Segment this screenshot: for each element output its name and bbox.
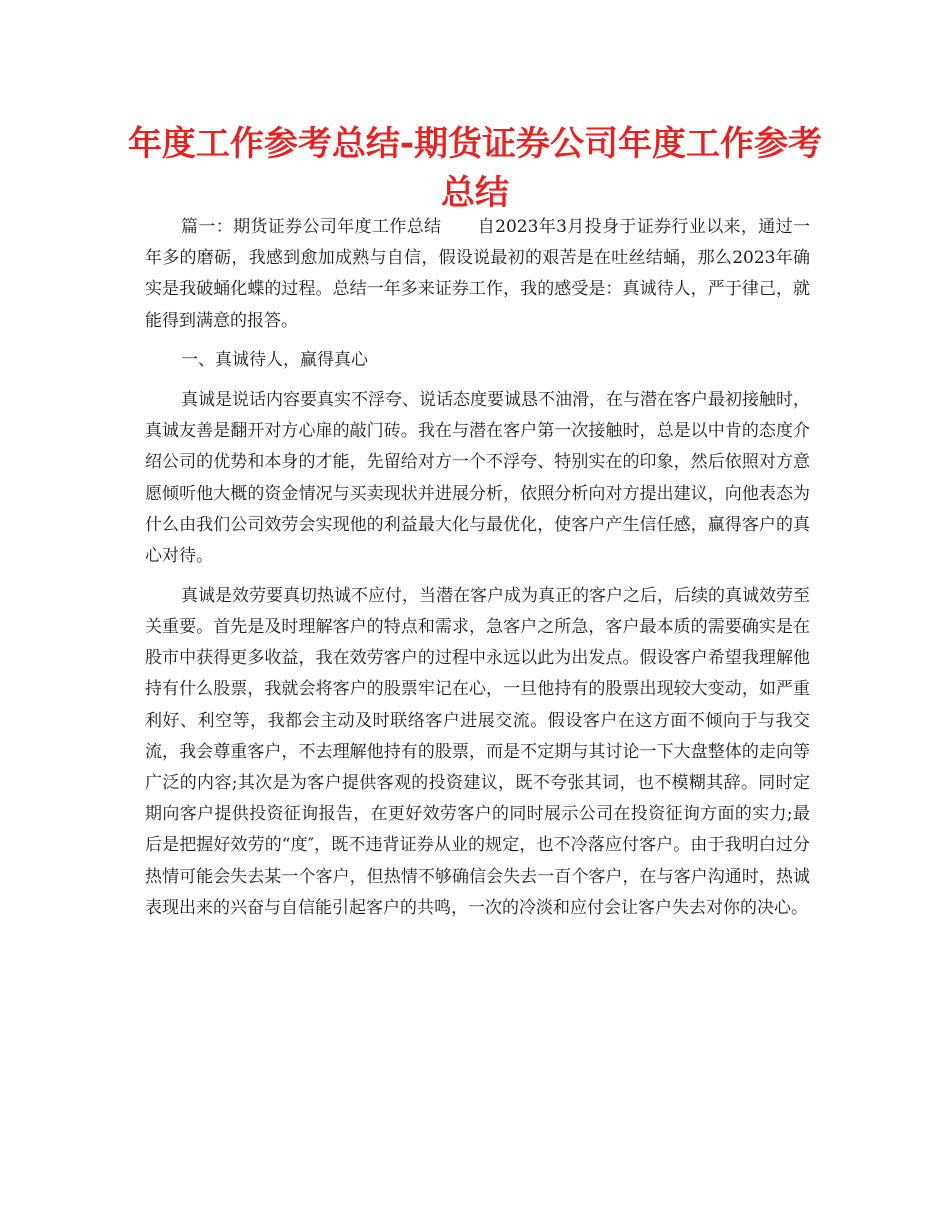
paragraph: 真诚是说话内容要真实不浮夸、说话态度要诚恳不油滑，在与潜在客户最初接触时，真诚友善是翻开对方心扉的敲门砖。我在与潜在客户第一次接触时，总是以中肯的态度介绍公司的优势和本身的才能，先留给对方一个不浮夸、特别实在的印象，然后依照对方意愿倾听他大概的资金情况与买卖现状并进展分析，依照分析向对方提出建议，向他表态为什么由我们公司效劳会实现他的利益最大化与最优化，使客户产生信任感，赢得客户的真心对待。 [145, 390, 810, 567]
paragraph-intro [145, 212, 810, 337]
paragraph-text: 自2023年3月投身于证券行业以来，通过一年多的磨砺，我感到愈加成熟与自信，假设说最初的艰苦是在吐丝结蛹，那么2023年确实是我破蛹化蝶的过程。总结一年多来证券工作，我的感受是：真诚待人，严于律己，就能得到满意的报答。 [145, 217, 810, 331]
paragraph: 真诚是效劳要真切热诚不应付，当潜在客户成为真正的客户之后，后续的真诚效劳至关重要。首先是及时理解客户的特点和需求，急客户之所急，客户最本质的需要确实是在股市中获得更多收益，我在效劳客户的过程中永远以此为出发点。假设客户希望我理解他持有什么股票，我就会将客户的股票牢记在心，一旦他持有的股票出现较大变动，如严重利好、利空等，我都会主动及时联络客户进展交流。假设客户在这方面不倾向于与我交流，我会尊重客户，不去理解他持有的股票，而是不定期与其讨论一下大盘整体的走向等广泛的内容;其次是为客户提供客观的投资建议，既不夸张其词，也不模糊其辞。同时定期向客户提供投资征询报告，在更好效劳客户的同时展示公司在投资征询方面的实力;最后是把握好效劳的“度″，既不违背证券从业的规定，也不冷落应付客户。由于我明白过分热情可能会失去某一个客户，但热情不够确信会失去一百个客户，在与客户沟通时，热诚表现出来的兴奋与自信能引起客户的共鸣，一次的冷淡和应付会让客户失去对你的决心。 [145, 585, 810, 918]
document-title: 年度工作参考总结-期货证券公司年度工作参考总结 [127, 124, 823, 213]
section-heading: 一、真诚待人，赢得真心 [181, 350, 368, 371]
intro-label: 篇一：期货证券公司年度工作总结 [181, 217, 442, 237]
document-body [145, 212, 810, 932]
